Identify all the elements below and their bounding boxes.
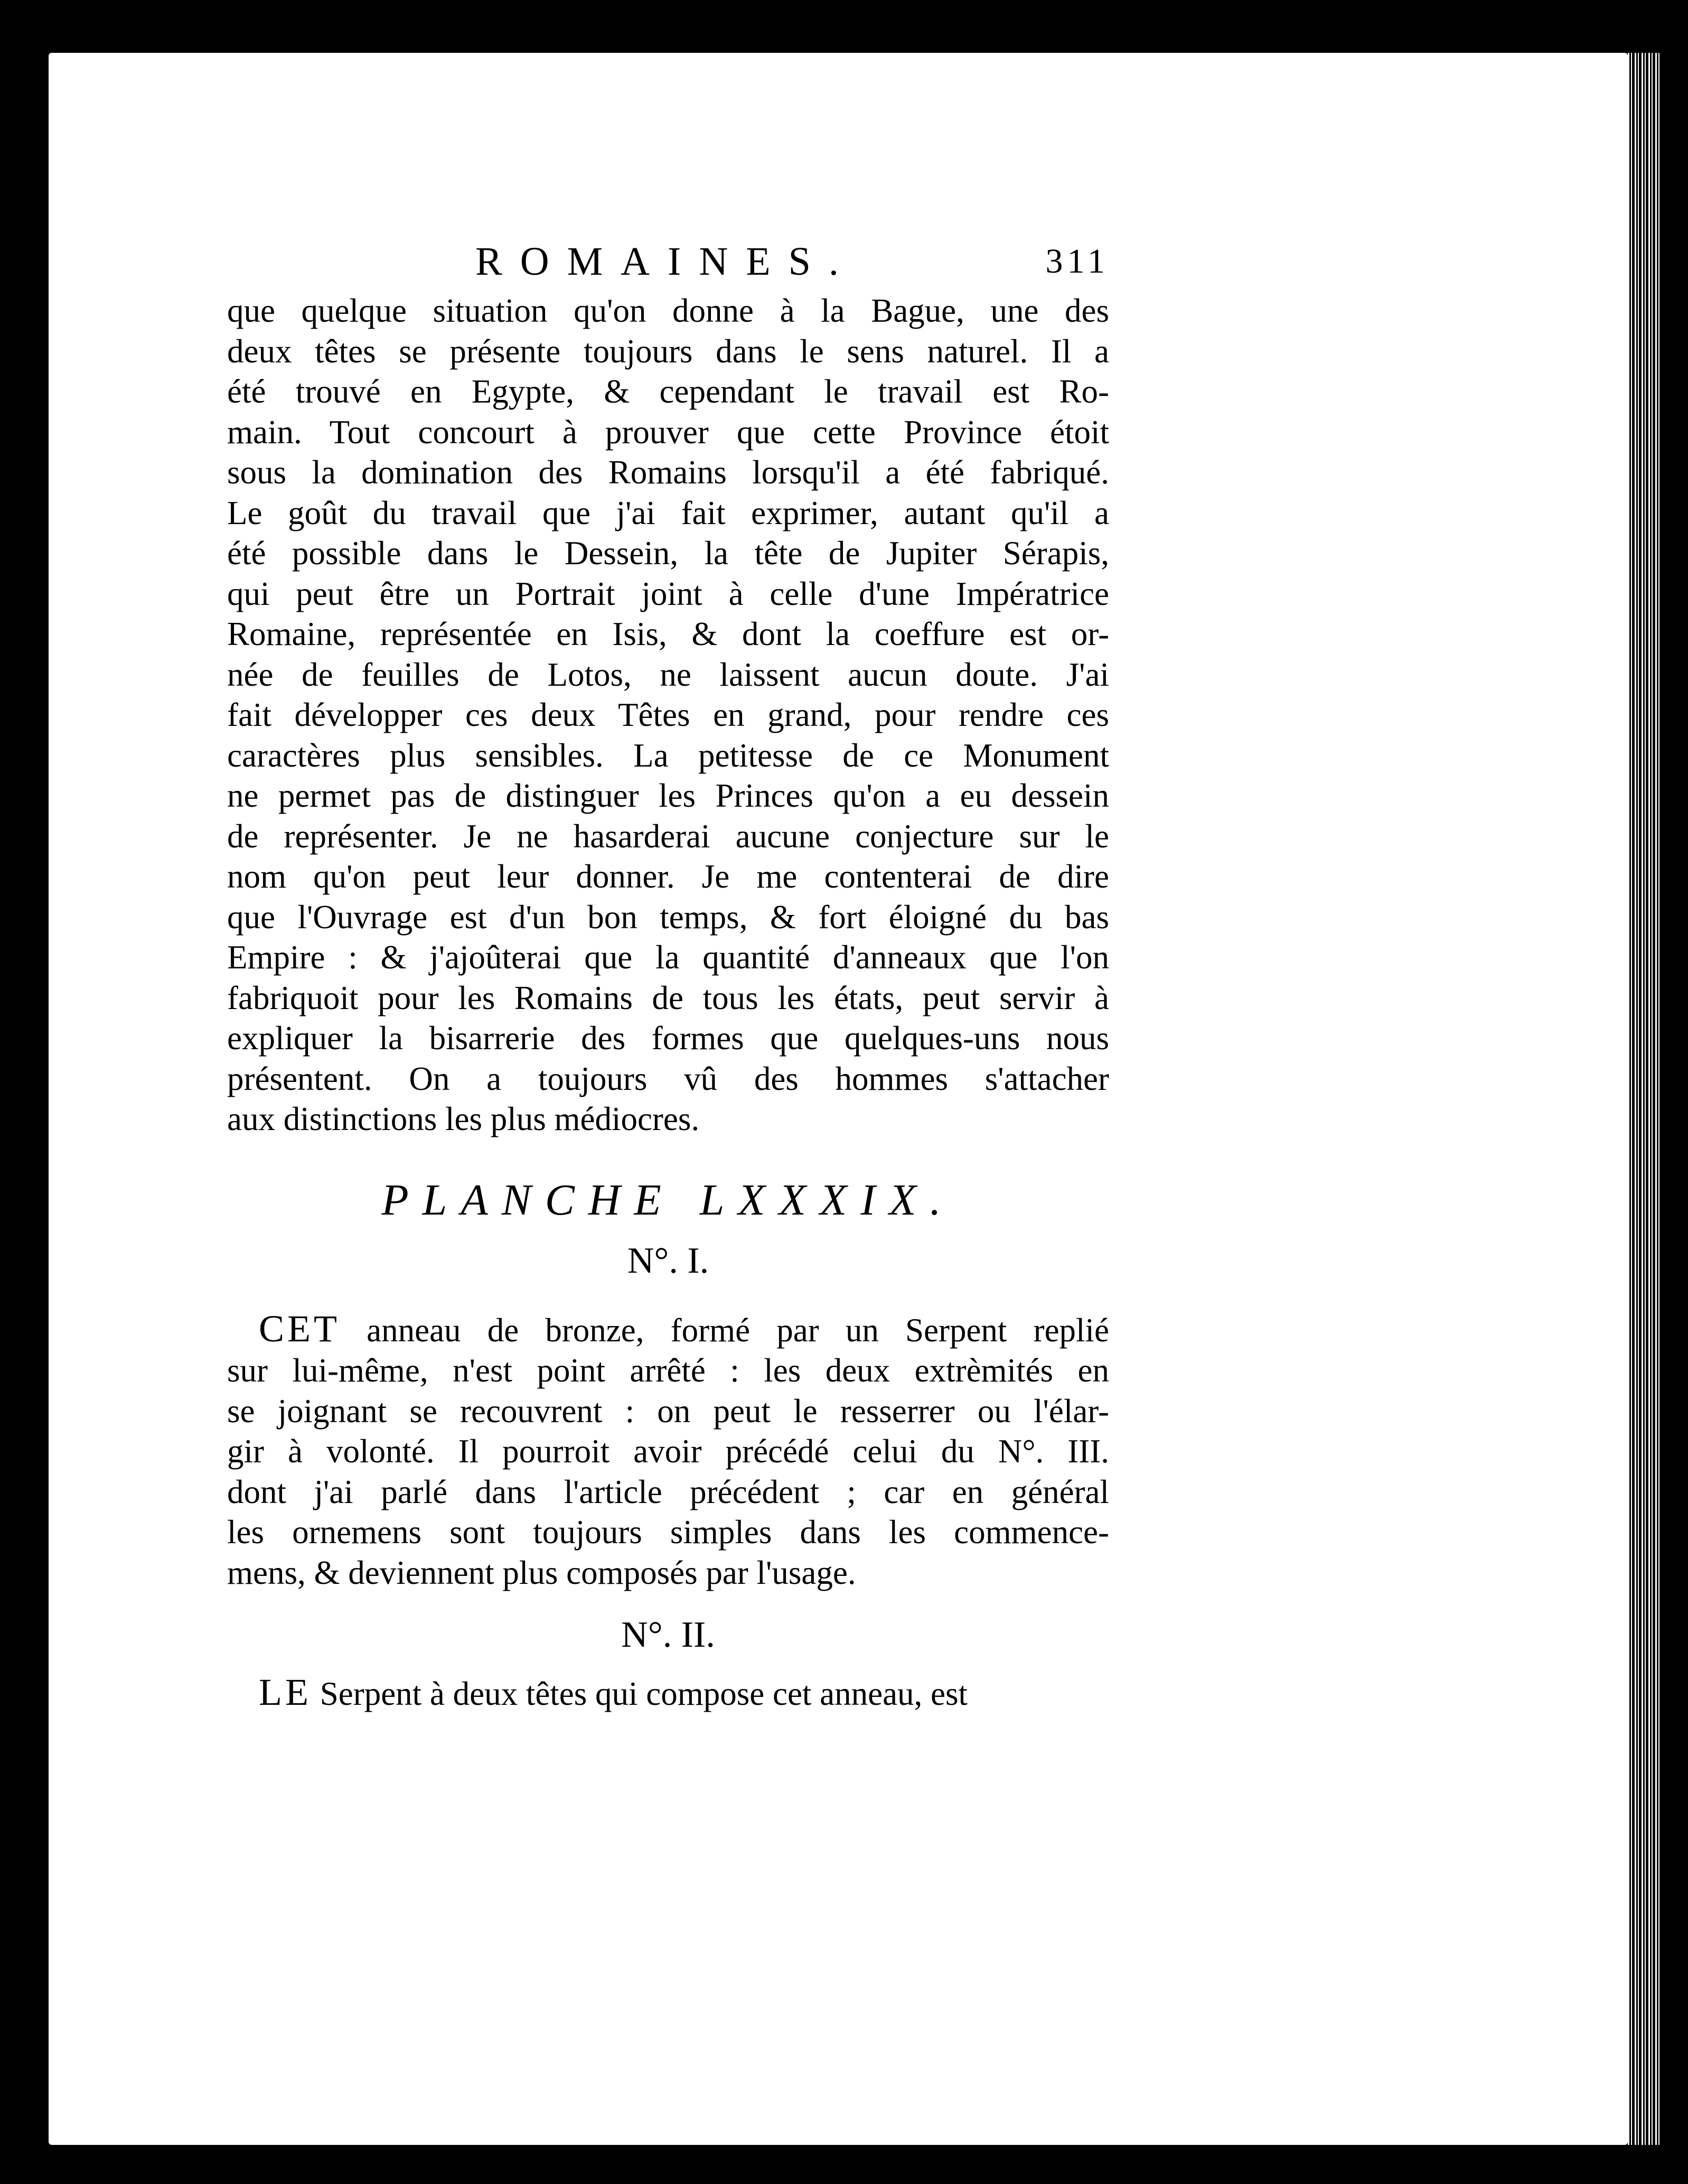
section-1-paragraph [227, 1309, 1109, 1593]
text-line: nom qu'on peut leur donner. Je me contenterai de dire [227, 858, 1109, 895]
text-line: expliquer la bisarrerie des formes que quelques-uns nous [227, 1020, 1109, 1057]
running-title: ROMAINES. [475, 239, 857, 284]
text-line: fait développer ces deux Têtes en grand, pour rendre ces [227, 696, 1109, 733]
text-line: été trouvé en Egypte, & cependant le travail est Ro- [227, 373, 1109, 410]
text-line: aux distinctions les plus médiocres. [227, 1100, 700, 1137]
section-heading-2: N°. II. [621, 1614, 715, 1655]
text-line: que l'Ouvrage est d'un bon temps, & fort éloigné du bas [227, 898, 1109, 936]
text-line: caractères plus sensibles. La petitesse de ce Monument [227, 736, 1109, 774]
text-line: dont j'ai parlé dans l'article précédent ; car en général [227, 1473, 1109, 1510]
opening-smallcaps: LE [259, 1671, 312, 1713]
text-line-rest: anneau de bronze, formé par un Serpent replié [367, 1311, 1110, 1349]
opening-smallcaps: CET [259, 1307, 340, 1350]
text-line: présentent. On a toujours vû des hommes s'attacher [227, 1060, 1109, 1097]
text-line: née de feuilles de Lotos, ne laissent aucun doute. J'ai [227, 656, 1109, 693]
text-line: fabriquoit pour les Romains de tous les états, peut servir à [227, 979, 1109, 1016]
text-line [227, 1309, 1109, 1351]
text-line: deux têtes se présente toujours dans le sens naturel. Il a [227, 332, 1109, 370]
text-line: se joignant se recouvrent : on peut le resserrer ou l'élar- [227, 1392, 1109, 1430]
text-line: ne permet pas de distinguer les Princes qu'on a eu dessein [227, 777, 1109, 814]
page-text [227, 232, 1109, 1714]
page-number: 311 [1045, 242, 1109, 281]
text-line: sous la domination des Romains lorsqu'il a été fabriqué. [227, 454, 1109, 491]
text-line: gir à volonté. Il pourroit avoir précédé celui du N°. III. [227, 1433, 1109, 1470]
text-line-rest: Serpent à deux têtes qui compose cet anneau, est [320, 1675, 968, 1712]
page-edge-stack [1628, 53, 1659, 2145]
text-line: Empire : & j'ajoûterai que la quantité d'anneaux que l'on [227, 939, 1109, 976]
text-line [227, 1672, 1109, 1714]
text-line: sur lui-même, n'est point arrêté : les deux extrèmités en [227, 1352, 1109, 1389]
text-line: été possible dans le Dessein, la tête de Jupiter Sérapis, [227, 535, 1109, 572]
text-line: de représenter. Je ne hasarderai aucune conjecture sur le [227, 817, 1109, 855]
section-2-paragraph [227, 1672, 1109, 1714]
paragraph-continuation [227, 291, 1109, 1140]
text-line: main. Tout concourt à prouver que cette Province étoit [227, 413, 1109, 451]
text-line: qui peut être un Portrait joint à celle d'une Impératrice [227, 575, 1109, 612]
text-line: les ornemens sont toujours simples dans les commence- [227, 1514, 1109, 1551]
text-line: Le goût du travail que j'ai fait exprimer, autant qu'il a [227, 494, 1109, 531]
text-line: Romaine, représentée en Isis, & dont la coeffure est or- [227, 615, 1109, 652]
text-line: que quelque situation qu'on donne à la Bague, une des [227, 292, 1109, 329]
text-line: mens, & deviennent plus composés par l'usage. [227, 1554, 856, 1591]
section-heading-1: N°. I. [627, 1240, 709, 1281]
running-head [227, 232, 1109, 291]
plate-heading: PLANCHE LXXXIX. [381, 1175, 955, 1225]
